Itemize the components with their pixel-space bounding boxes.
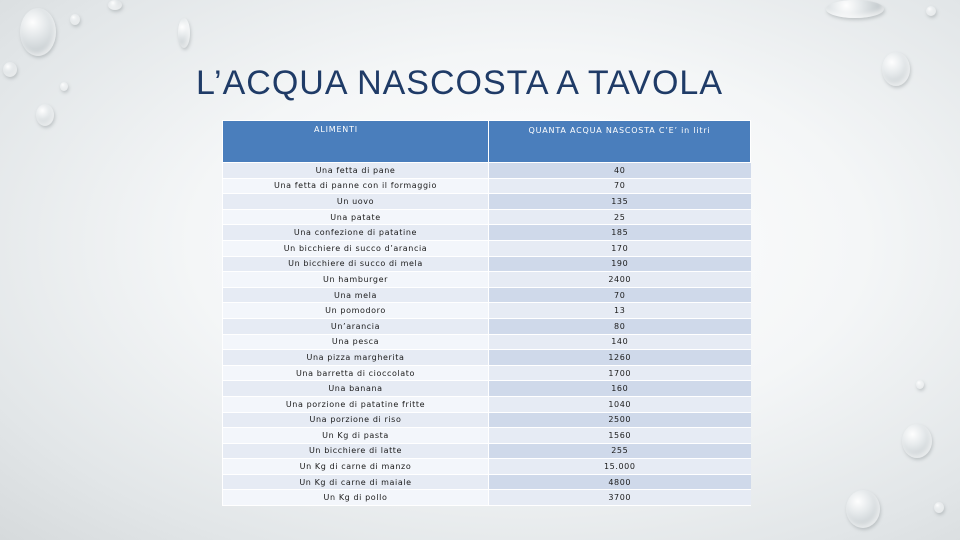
food-cell: Un uovo [223, 194, 489, 210]
water-liters-cell: 1040 [489, 396, 751, 412]
water-liters-cell: 1560 [489, 428, 751, 444]
food-cell: Una pizza margherita [223, 350, 489, 366]
table-row [223, 350, 751, 366]
water-drop-decoration [882, 52, 910, 86]
water-drop-decoration [902, 424, 932, 458]
table-row [223, 381, 751, 397]
water-drop-decoration [846, 490, 880, 528]
water-drop-decoration [60, 82, 68, 91]
food-cell: Una banana [223, 381, 489, 397]
table-row [223, 225, 751, 241]
food-cell: Una confezione di patatine [223, 225, 489, 241]
water-liters-cell: 3700 [489, 490, 751, 506]
food-cell: Un’arancia [223, 318, 489, 334]
water-drop-decoration [178, 18, 190, 48]
table-row [223, 474, 751, 490]
food-cell: Una barretta di cioccolato [223, 365, 489, 381]
table-row [223, 412, 751, 428]
table-row [223, 459, 751, 475]
water-liters-cell: 70 [489, 178, 751, 194]
water-drop-decoration [934, 502, 944, 513]
table-row [223, 443, 751, 459]
water-liters-cell: 2500 [489, 412, 751, 428]
food-cell: Una pesca [223, 334, 489, 350]
food-cell: Un hamburger [223, 272, 489, 288]
water-liters-cell: 40 [489, 163, 751, 179]
table-row [223, 365, 751, 381]
water-liters-cell: 140 [489, 334, 751, 350]
table-row [223, 287, 751, 303]
water-liters-cell: 160 [489, 381, 751, 397]
table-row [223, 194, 751, 210]
water-liters-cell: 80 [489, 318, 751, 334]
water-drop-decoration [916, 380, 924, 389]
food-cell: Una mela [223, 287, 489, 303]
water-liters-cell: 2400 [489, 272, 751, 288]
food-cell: Un Kg di pasta [223, 428, 489, 444]
food-cell: Un bicchiere di succo d’arancia [223, 240, 489, 256]
food-cell: Una fetta di pane [223, 163, 489, 179]
water-liters-cell: 185 [489, 225, 751, 241]
table-header-row [223, 121, 751, 163]
water-drop-decoration [20, 8, 56, 56]
food-cell: Un bicchiere di succo di mela [223, 256, 489, 272]
table-row [223, 490, 751, 506]
table-row [223, 428, 751, 444]
water-liters-cell: 1260 [489, 350, 751, 366]
table-row [223, 178, 751, 194]
water-liters-cell: 13 [489, 303, 751, 319]
table-row [223, 318, 751, 334]
water-liters-cell: 1700 [489, 365, 751, 381]
water-drop-decoration [36, 104, 54, 126]
water-liters-cell: 190 [489, 256, 751, 272]
water-drop-decoration [3, 62, 17, 77]
column-header-water-liters: QUANTA ACQUA NASCOSTA C’E’ in litri [489, 121, 751, 163]
water-drop-decoration [70, 14, 80, 25]
food-cell: Una porzione di patatine fritte [223, 396, 489, 412]
table-row [223, 303, 751, 319]
water-liters-cell: 70 [489, 287, 751, 303]
table-row [223, 240, 751, 256]
water-liters-cell: 135 [489, 194, 751, 210]
food-cell: Un Kg di carne di maiale [223, 474, 489, 490]
water-liters-cell: 25 [489, 209, 751, 225]
food-cell: Una porzione di riso [223, 412, 489, 428]
food-cell: Un Kg di carne di manzo [223, 459, 489, 475]
food-cell: Un Kg di pollo [223, 490, 489, 506]
water-liters-cell: 170 [489, 240, 751, 256]
food-cell: Una patate [223, 209, 489, 225]
water-liters-cell: 15.000 [489, 459, 751, 475]
food-cell: Un pomodoro [223, 303, 489, 319]
food-cell: Un bicchiere di latte [223, 443, 489, 459]
slide-title: L’ACQUA NASCOSTA A TAVOLA [196, 64, 724, 102]
table-row [223, 256, 751, 272]
table-row [223, 163, 751, 179]
water-liters-cell: 255 [489, 443, 751, 459]
table-row [223, 334, 751, 350]
water-drop-decoration [826, 0, 884, 18]
table-row [223, 209, 751, 225]
table-row [223, 272, 751, 288]
table-row [223, 396, 751, 412]
hidden-water-table [222, 120, 751, 506]
column-header-foods: ALIMENTI [223, 121, 489, 163]
water-drop-decoration [926, 6, 936, 16]
food-cell: Una fetta di panne con il formaggio [223, 178, 489, 194]
water-drop-decoration [108, 0, 122, 10]
water-liters-cell: 4800 [489, 474, 751, 490]
